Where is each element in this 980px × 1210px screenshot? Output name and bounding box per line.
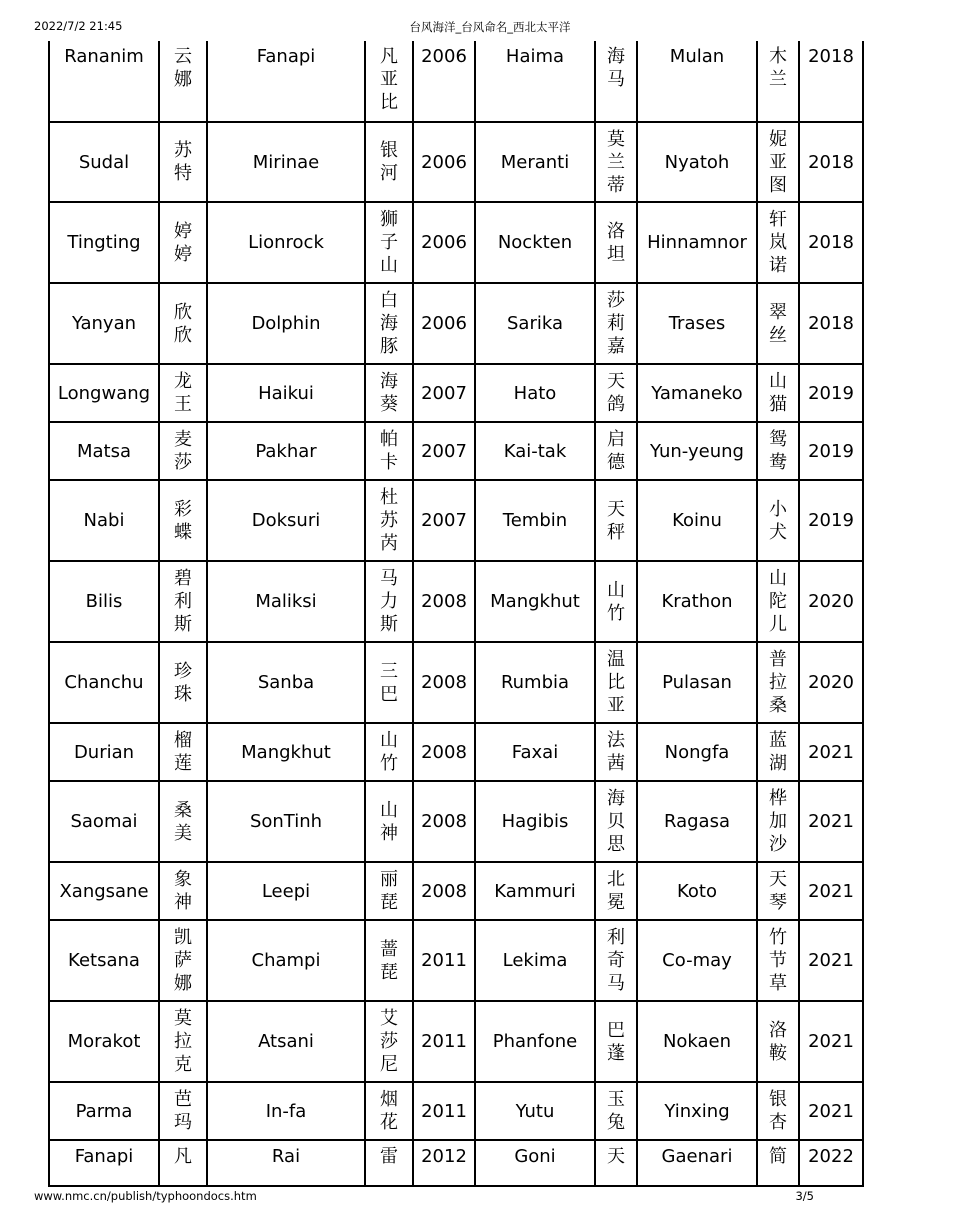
typhoon-names-table bbox=[48, 41, 864, 1187]
english-name-cell: Mangkhut bbox=[207, 723, 365, 781]
chinese-name-cell: 洛鞍 bbox=[757, 1001, 799, 1082]
chinese-name-cell: 龙王 bbox=[159, 364, 207, 422]
table-row bbox=[49, 202, 863, 283]
year-cell: 2008 bbox=[413, 781, 475, 862]
english-name-cell: Mulan bbox=[637, 41, 757, 122]
year-cell: 2022 bbox=[799, 1140, 863, 1186]
year-cell: 2011 bbox=[413, 1001, 475, 1082]
chinese-name-cell: 山陀儿 bbox=[757, 561, 799, 642]
chinese-name-cell: 婷婷 bbox=[159, 202, 207, 283]
english-name-cell: Hagibis bbox=[475, 781, 595, 862]
chinese-name-cell: 巴蓬 bbox=[595, 1001, 637, 1082]
chinese-name-cell: 竹节草 bbox=[757, 920, 799, 1001]
english-name-cell: Tembin bbox=[475, 480, 595, 561]
chinese-name-cell: 天秤 bbox=[595, 480, 637, 561]
year-cell: 2021 bbox=[799, 862, 863, 920]
english-name-cell: Xangsane bbox=[49, 862, 159, 920]
chinese-name-cell: 榴莲 bbox=[159, 723, 207, 781]
chinese-name-cell: 芭玛 bbox=[159, 1082, 207, 1140]
year-cell: 2007 bbox=[413, 364, 475, 422]
chinese-name-cell: 欣欣 bbox=[159, 283, 207, 364]
year-cell: 2011 bbox=[413, 920, 475, 1001]
english-name-cell: Pakhar bbox=[207, 422, 365, 480]
chinese-name-cell: 玉兔 bbox=[595, 1082, 637, 1140]
english-name-cell: Sudal bbox=[49, 122, 159, 202]
english-name-cell: Nabi bbox=[49, 480, 159, 561]
english-name-cell: Fanapi bbox=[49, 1140, 159, 1186]
english-name-cell: Koinu bbox=[637, 480, 757, 561]
chinese-name-cell: 木兰 bbox=[757, 41, 799, 122]
year-cell: 2021 bbox=[799, 920, 863, 1001]
english-name-cell: Dolphin bbox=[207, 283, 365, 364]
english-name-cell: Nyatoh bbox=[637, 122, 757, 202]
page-url: www.nmc.cn/publish/typhoondocs.htm bbox=[34, 1189, 257, 1203]
year-cell: 2008 bbox=[413, 723, 475, 781]
english-name-cell: Maliksi bbox=[207, 561, 365, 642]
english-name-cell: Krathon bbox=[637, 561, 757, 642]
chinese-name-cell: 翠丝 bbox=[757, 283, 799, 364]
chinese-name-cell: 山竹 bbox=[595, 561, 637, 642]
english-name-cell: Champi bbox=[207, 920, 365, 1001]
english-name-cell: Yamaneko bbox=[637, 364, 757, 422]
year-cell: 2018 bbox=[799, 41, 863, 122]
chinese-name-cell: 桦加沙 bbox=[757, 781, 799, 862]
english-name-cell: Nockten bbox=[475, 202, 595, 283]
english-name-cell: Haima bbox=[475, 41, 595, 122]
english-name-cell: Yun-yeung bbox=[637, 422, 757, 480]
chinese-name-cell: 象神 bbox=[159, 862, 207, 920]
chinese-name-cell: 苏特 bbox=[159, 122, 207, 202]
chinese-name-cell: 麦莎 bbox=[159, 422, 207, 480]
english-name-cell: Haikui bbox=[207, 364, 365, 422]
english-name-cell: Mirinae bbox=[207, 122, 365, 202]
english-name-cell: In-fa bbox=[207, 1082, 365, 1140]
chinese-name-cell: 雷 bbox=[365, 1140, 413, 1186]
english-name-cell: Lekima bbox=[475, 920, 595, 1001]
chinese-name-cell: 云娜 bbox=[159, 41, 207, 122]
page-title: 台风海洋_台风命名_西北太平洋 bbox=[409, 20, 571, 34]
year-cell: 2006 bbox=[413, 122, 475, 202]
english-name-cell: Longwang bbox=[49, 364, 159, 422]
english-name-cell: Yutu bbox=[475, 1082, 595, 1140]
year-cell: 2021 bbox=[799, 1082, 863, 1140]
chinese-name-cell: 简 bbox=[757, 1140, 799, 1186]
english-name-cell: Lionrock bbox=[207, 202, 365, 283]
english-name-cell: Yinxing bbox=[637, 1082, 757, 1140]
year-cell: 2011 bbox=[413, 1082, 475, 1140]
chinese-name-cell: 海贝思 bbox=[595, 781, 637, 862]
year-cell: 2007 bbox=[413, 480, 475, 561]
english-name-cell: Morakot bbox=[49, 1001, 159, 1082]
chinese-name-cell: 法茜 bbox=[595, 723, 637, 781]
english-name-cell: Leepi bbox=[207, 862, 365, 920]
chinese-name-cell: 艾莎尼 bbox=[365, 1001, 413, 1082]
year-cell: 2021 bbox=[799, 781, 863, 862]
table-row bbox=[49, 1001, 863, 1082]
chinese-name-cell: 温比亚 bbox=[595, 642, 637, 723]
year-cell: 2018 bbox=[799, 202, 863, 283]
english-name-cell: Trases bbox=[637, 283, 757, 364]
english-name-cell: Tingting bbox=[49, 202, 159, 283]
english-name-cell: Hato bbox=[475, 364, 595, 422]
table-row bbox=[49, 1140, 863, 1186]
chinese-name-cell: 小犬 bbox=[757, 480, 799, 561]
chinese-name-cell: 天 bbox=[595, 1140, 637, 1186]
english-name-cell: Co-may bbox=[637, 920, 757, 1001]
english-name-cell: Bilis bbox=[49, 561, 159, 642]
year-cell: 2020 bbox=[799, 642, 863, 723]
english-name-cell: Mangkhut bbox=[475, 561, 595, 642]
chinese-name-cell: 白海豚 bbox=[365, 283, 413, 364]
chinese-name-cell: 蔷琵 bbox=[365, 920, 413, 1001]
english-name-cell: Kai-tak bbox=[475, 422, 595, 480]
chinese-name-cell: 珍珠 bbox=[159, 642, 207, 723]
english-name-cell: Yanyan bbox=[49, 283, 159, 364]
chinese-name-cell: 蓝湖 bbox=[757, 723, 799, 781]
chinese-name-cell: 凡 bbox=[159, 1140, 207, 1186]
year-cell: 2021 bbox=[799, 723, 863, 781]
chinese-name-cell: 银河 bbox=[365, 122, 413, 202]
chinese-name-cell: 彩蝶 bbox=[159, 480, 207, 561]
year-cell: 2021 bbox=[799, 1001, 863, 1082]
english-name-cell: Pulasan bbox=[637, 642, 757, 723]
table-row bbox=[49, 561, 863, 642]
chinese-name-cell: 山神 bbox=[365, 781, 413, 862]
chinese-name-cell: 山猫 bbox=[757, 364, 799, 422]
english-name-cell: Chanchu bbox=[49, 642, 159, 723]
table-row bbox=[49, 781, 863, 862]
chinese-name-cell: 碧利斯 bbox=[159, 561, 207, 642]
chinese-name-cell: 三巴 bbox=[365, 642, 413, 723]
chinese-name-cell: 天鸽 bbox=[595, 364, 637, 422]
chinese-name-cell: 莫兰蒂 bbox=[595, 122, 637, 202]
table-row bbox=[49, 862, 863, 920]
english-name-cell: Nongfa bbox=[637, 723, 757, 781]
year-cell: 2018 bbox=[799, 122, 863, 202]
english-name-cell: SonTinh bbox=[207, 781, 365, 862]
table-row bbox=[49, 723, 863, 781]
print-datetime: 2022/7/2 21:45 bbox=[34, 19, 123, 33]
english-name-cell: Faxai bbox=[475, 723, 595, 781]
typhoon-names-table-wrap bbox=[48, 41, 854, 1185]
chinese-name-cell: 天琴 bbox=[757, 862, 799, 920]
year-cell: 2018 bbox=[799, 283, 863, 364]
table-row bbox=[49, 122, 863, 202]
chinese-name-cell: 利奇马 bbox=[595, 920, 637, 1001]
chinese-name-cell: 海马 bbox=[595, 41, 637, 122]
table-row bbox=[49, 364, 863, 422]
year-cell: 2007 bbox=[413, 422, 475, 480]
year-cell: 2006 bbox=[413, 202, 475, 283]
table-row bbox=[49, 1082, 863, 1140]
table-row bbox=[49, 283, 863, 364]
chinese-name-cell: 轩岚诺 bbox=[757, 202, 799, 283]
chinese-name-cell: 丽琵 bbox=[365, 862, 413, 920]
english-name-cell: Nokaen bbox=[637, 1001, 757, 1082]
table-row bbox=[49, 642, 863, 723]
chinese-name-cell: 山竹 bbox=[365, 723, 413, 781]
english-name-cell: Meranti bbox=[475, 122, 595, 202]
english-name-cell: Saomai bbox=[49, 781, 159, 862]
chinese-name-cell: 马力斯 bbox=[365, 561, 413, 642]
english-name-cell: Phanfone bbox=[475, 1001, 595, 1082]
chinese-name-cell: 鸳鸯 bbox=[757, 422, 799, 480]
year-cell: 2008 bbox=[413, 862, 475, 920]
english-name-cell: Atsani bbox=[207, 1001, 365, 1082]
english-name-cell: Gaenari bbox=[637, 1140, 757, 1186]
table-row bbox=[49, 41, 863, 122]
english-name-cell: Ragasa bbox=[637, 781, 757, 862]
english-name-cell: Ketsana bbox=[49, 920, 159, 1001]
year-cell: 2019 bbox=[799, 364, 863, 422]
english-name-cell: Rananim bbox=[49, 41, 159, 122]
chinese-name-cell: 启德 bbox=[595, 422, 637, 480]
year-cell: 2020 bbox=[799, 561, 863, 642]
year-cell: 2019 bbox=[799, 480, 863, 561]
english-name-cell: Rumbia bbox=[475, 642, 595, 723]
chinese-name-cell: 帕卡 bbox=[365, 422, 413, 480]
chinese-name-cell: 烟花 bbox=[365, 1082, 413, 1140]
year-cell: 2008 bbox=[413, 642, 475, 723]
year-cell: 2006 bbox=[413, 283, 475, 364]
chinese-name-cell: 狮子山 bbox=[365, 202, 413, 283]
english-name-cell: Sanba bbox=[207, 642, 365, 723]
chinese-name-cell: 桑美 bbox=[159, 781, 207, 862]
table-row bbox=[49, 422, 863, 480]
year-cell: 2019 bbox=[799, 422, 863, 480]
english-name-cell: Kammuri bbox=[475, 862, 595, 920]
chinese-name-cell: 普拉桑 bbox=[757, 642, 799, 723]
english-name-cell: Rai bbox=[207, 1140, 365, 1186]
english-name-cell: Doksuri bbox=[207, 480, 365, 561]
chinese-name-cell: 北冕 bbox=[595, 862, 637, 920]
english-name-cell: Matsa bbox=[49, 422, 159, 480]
chinese-name-cell: 莎莉嘉 bbox=[595, 283, 637, 364]
chinese-name-cell: 洛坦 bbox=[595, 202, 637, 283]
english-name-cell: Goni bbox=[475, 1140, 595, 1186]
year-cell: 2012 bbox=[413, 1140, 475, 1186]
english-name-cell: Sarika bbox=[475, 283, 595, 364]
chinese-name-cell: 妮亚图 bbox=[757, 122, 799, 202]
chinese-name-cell: 凡亚比 bbox=[365, 41, 413, 122]
table-row bbox=[49, 920, 863, 1001]
english-name-cell: Koto bbox=[637, 862, 757, 920]
chinese-name-cell: 海葵 bbox=[365, 364, 413, 422]
page-number: 3/5 bbox=[795, 1189, 814, 1203]
english-name-cell: Durian bbox=[49, 723, 159, 781]
english-name-cell: Fanapi bbox=[207, 41, 365, 122]
english-name-cell: Parma bbox=[49, 1082, 159, 1140]
chinese-name-cell: 凯萨娜 bbox=[159, 920, 207, 1001]
chinese-name-cell: 莫拉克 bbox=[159, 1001, 207, 1082]
year-cell: 2008 bbox=[413, 561, 475, 642]
english-name-cell: Hinnamnor bbox=[637, 202, 757, 283]
year-cell: 2006 bbox=[413, 41, 475, 122]
chinese-name-cell: 杜苏芮 bbox=[365, 480, 413, 561]
chinese-name-cell: 银杏 bbox=[757, 1082, 799, 1140]
table-row bbox=[49, 480, 863, 561]
